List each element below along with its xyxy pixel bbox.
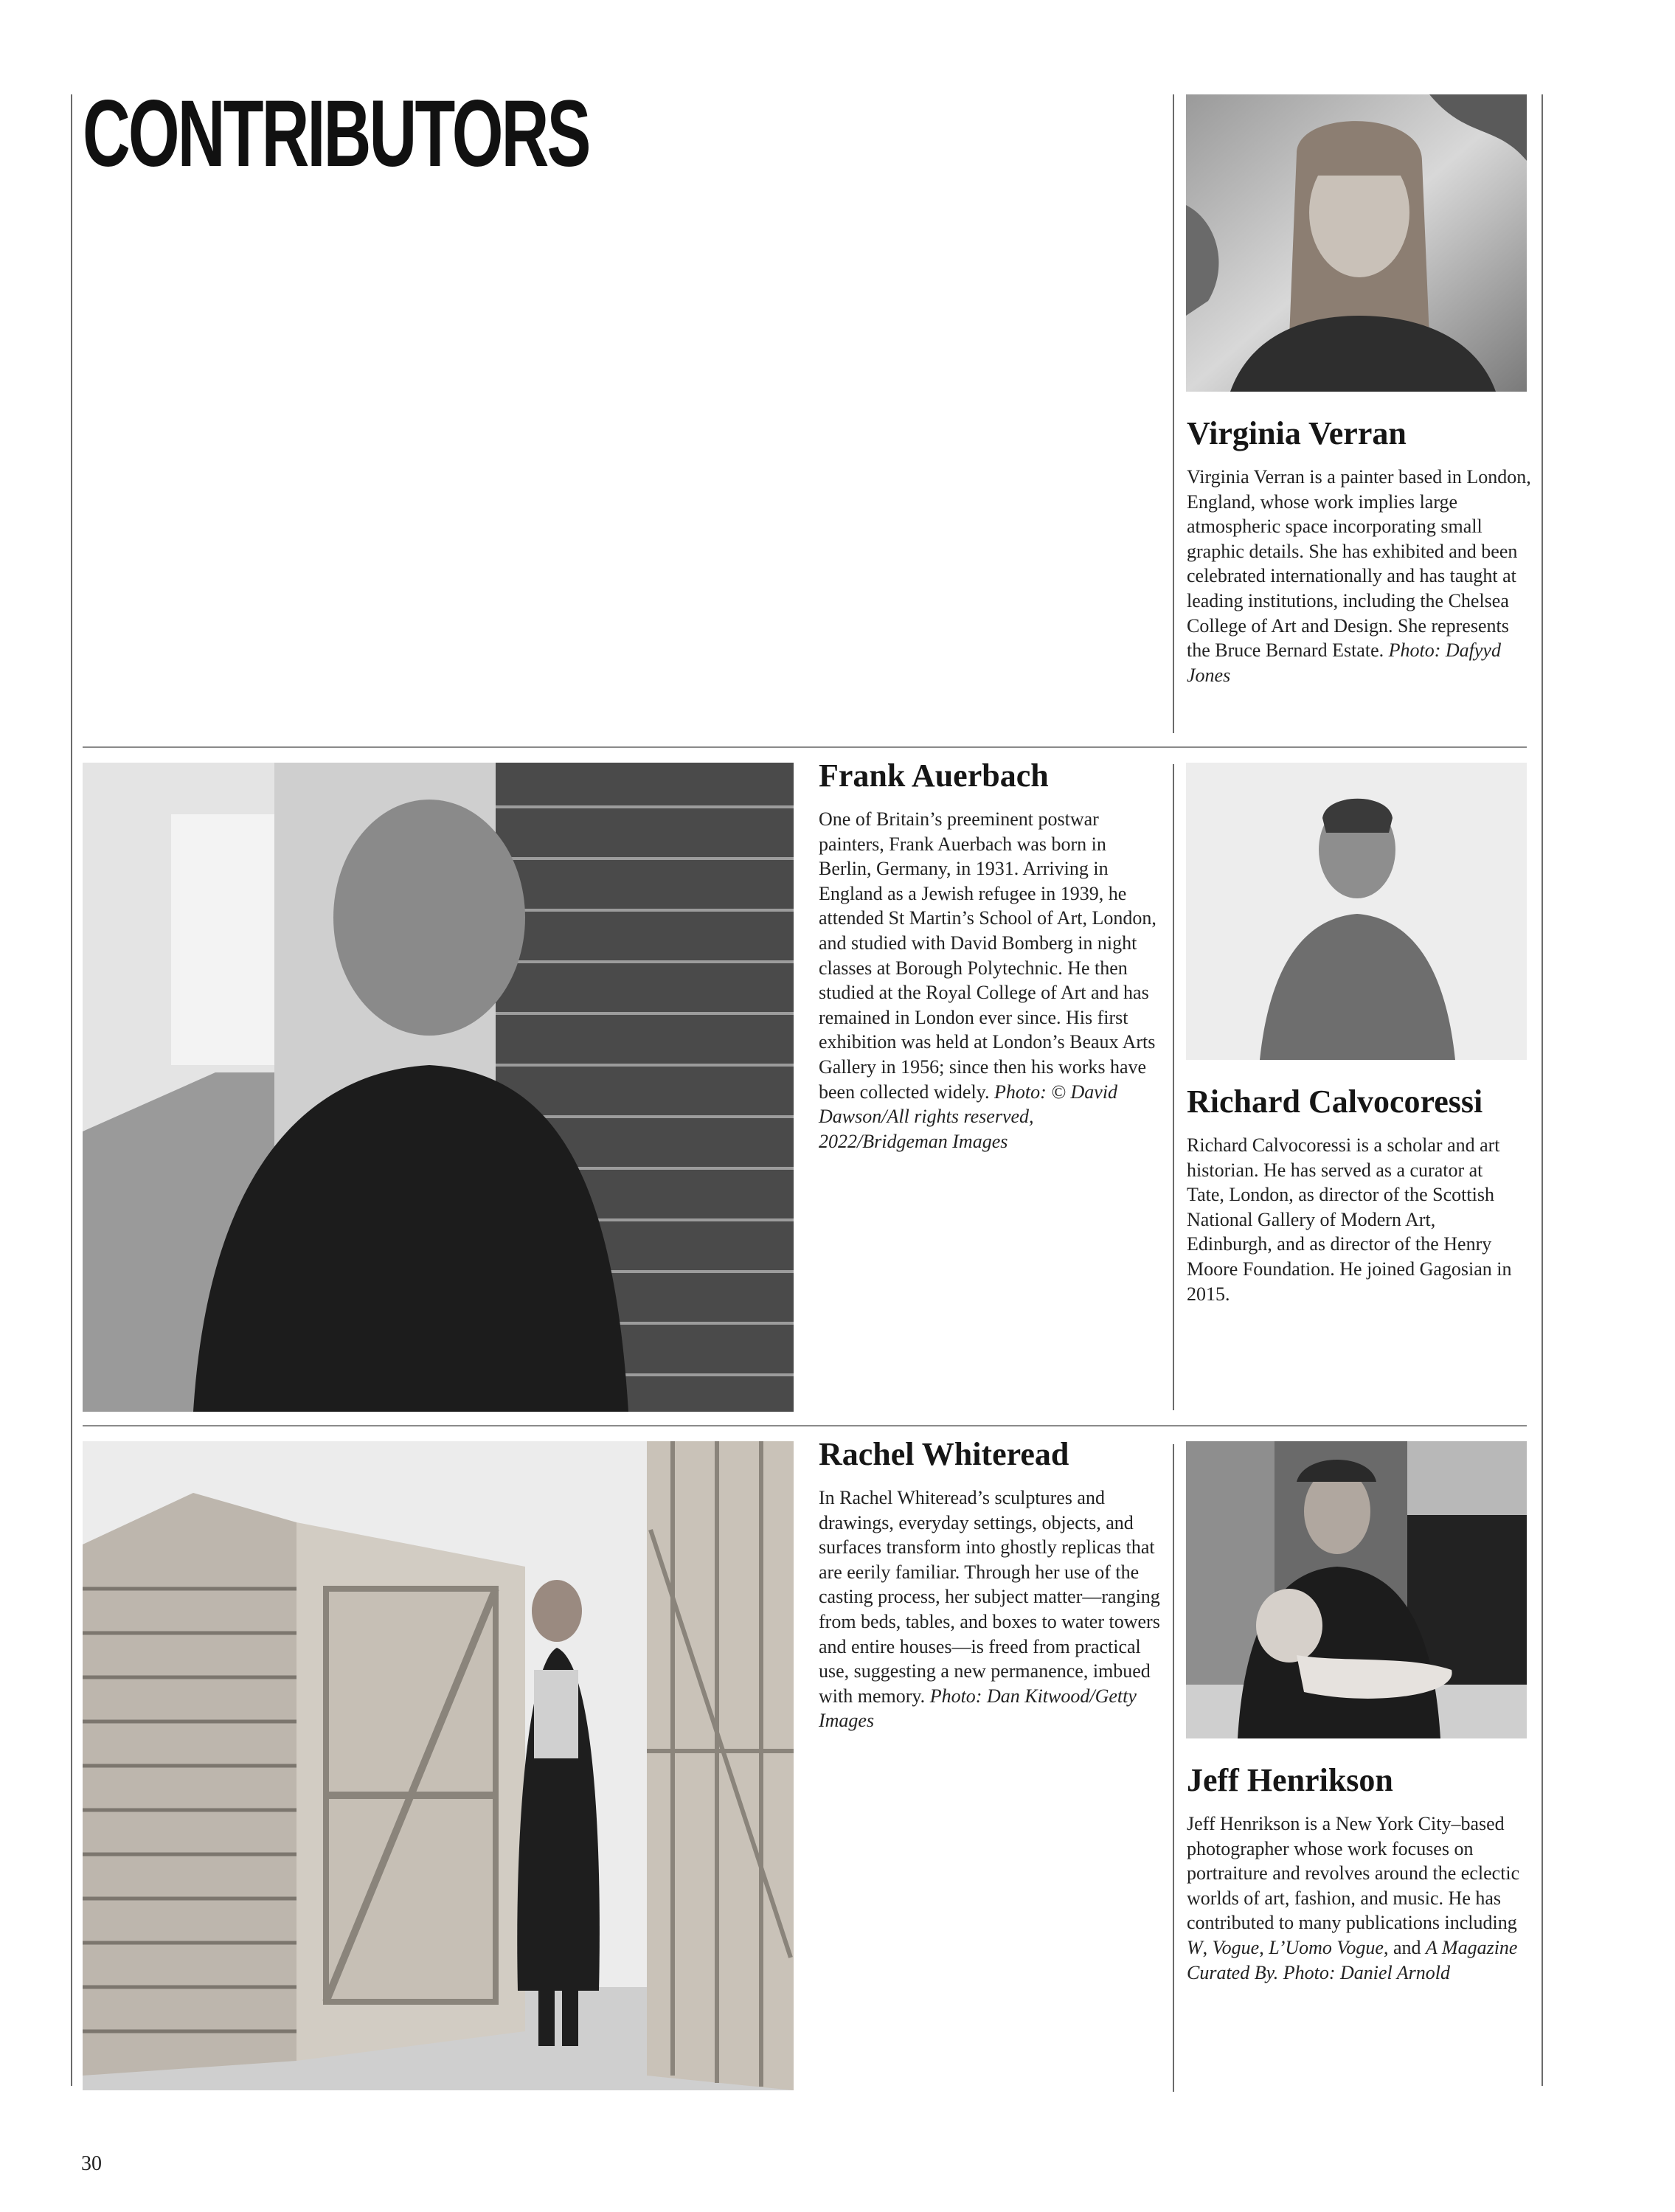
separator: .: [1273, 1961, 1279, 1983]
page-title: CONTRIBUTORS: [83, 81, 589, 187]
contributor-bio-rachel-whiteread: [819, 1485, 1165, 1733]
portrait-virginia-verran: [1186, 94, 1527, 392]
publication-vogue: Vogue: [1212, 1936, 1260, 1958]
portrait-frank-auerbach: [83, 763, 794, 1412]
contributor-bio-jeff-henrikson: [1187, 1811, 1537, 1985]
contributor-bio-frank-auerbach: [819, 807, 1162, 1154]
photo-credit: Photo: Dafyyd Jones: [1187, 639, 1501, 686]
photo-credit: Photo: Dan Kitwood/Getty Images: [819, 1685, 1137, 1732]
separator: , and: [1383, 1936, 1421, 1958]
separator: ,: [1202, 1936, 1208, 1958]
contributor-name-jeff-henrikson: Jeff Henrikson: [1187, 1762, 1393, 1798]
left-margin-rule: [71, 94, 72, 2086]
contributor-name-rachel-whiteread: Rachel Whiteread: [819, 1436, 1069, 1472]
photo-credit: Photo: Daniel Arnold: [1283, 1961, 1450, 1983]
portrait-richard-calvocoressi: [1186, 763, 1527, 1060]
publication-luomo-vogue: L’Uomo Vogue: [1269, 1936, 1384, 1958]
column-rule-bottom: [1173, 1444, 1174, 2092]
portrait-rachel-whiteread: [83, 1441, 794, 2090]
portrait-jeff-henrikson: [1186, 1441, 1527, 1738]
contributor-name-frank-auerbach: Frank Auerbach: [819, 757, 1049, 794]
contributor-bio-virginia-verran: [1187, 465, 1535, 687]
bio-text: One of Britain’s preeminent postwar painters, Frank Auerbach was born in Berlin, Germany, in 1931. Arriving in England as a Jewish refugee in 1939, he attended St Martin’s School of Art, London, and studied with David Bomberg in night classes at Borough Polytechnic. He then studied at the Royal College of Art and has remained in London ever since. His first exhibition was held at London’s Beaux Arts Gallery in 1956; since then his works have been collected widely.: [819, 808, 1156, 1103]
page-number: 30: [81, 2152, 102, 2175]
column-rule-middle: [1173, 764, 1174, 1410]
right-margin-rule: [1542, 94, 1543, 2086]
column-rule-top: [1173, 94, 1174, 733]
bio-text: In Rachel Whiteread’s sculptures and drawings, everyday settings, objects, and surfaces transform into ghostly replicas that are eerily familiar. Through her use of the casting process, her subject matter—ranging from beds, tables, and boxes to water towers and entire houses—is freed from practical use, suggesting a new permanence, imbued with memory.: [819, 1487, 1160, 1707]
publication-a-magazine: A Magazine Curated By: [1187, 1936, 1518, 1983]
row-divider-2: [83, 1425, 1527, 1426]
separator: ,: [1259, 1936, 1264, 1958]
contributor-name-richard-calvocoressi: Richard Calvocoressi: [1187, 1084, 1483, 1120]
contributor-bio-richard-calvocoressi: [1187, 1133, 1519, 1306]
photo-credit: Photo: © David Dawson/All rights reserved, 2022/Bridgeman Images: [819, 1081, 1118, 1152]
bio-text: Richard Calvocoressi is a scholar and art historian. He has served as a curator at Tate, London, as director of the Scottish National Gallery of Modern Art, Edinburgh, and as director of the Henry Moore Foundation. He joined Gagosian in 2015.: [1187, 1134, 1512, 1305]
contributor-name-virginia-verran: Virginia Verran: [1187, 415, 1407, 451]
bio-text: Virginia Verran is a painter based in London, England, whose work implies large atmospheric space incorporating small graphic details. She has exhibited and been celebrated internationally and has taught at leading institutions, including the Chelsea College of Art and Design. She represents the Bruce Bernard Estate.: [1187, 466, 1531, 662]
publication-w: W: [1187, 1936, 1203, 1958]
bio-text: Jeff Henrikson is a New York City–based photographer whose work focuses on portraiture and revolves around the eclectic worlds of art, fashion, and music. He has contributed to many publications including: [1187, 1813, 1520, 1934]
row-divider-1: [83, 746, 1527, 748]
